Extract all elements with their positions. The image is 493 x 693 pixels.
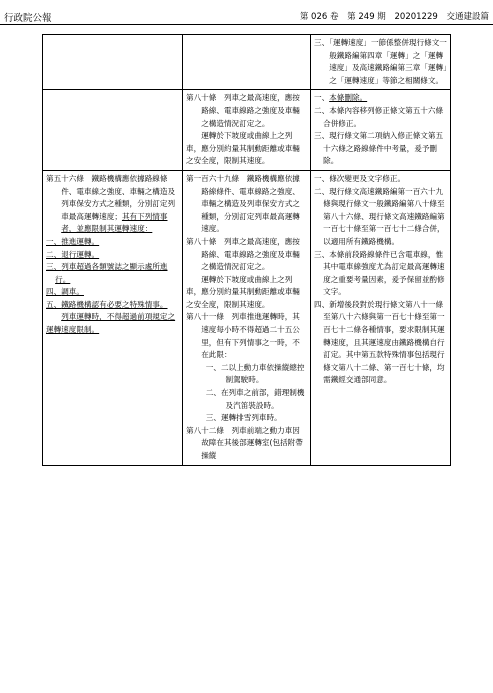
- issue-info: [294, 10, 489, 22]
- revised-text-cell: [43, 35, 183, 90]
- explanation-cell: [311, 90, 451, 171]
- explanation-item: 三、本條前段路線條件已含電車線，惟其中電車線強度尤為訂定最高運轉速度之重要考量因素，爰予保留並酌修文字。: [314, 249, 445, 297]
- article-paragraph: 列車運轉時，不得超過前項規定之運轉速度限制。: [46, 312, 176, 335]
- explanation-cell: [311, 170, 451, 465]
- current-text-cell: [183, 170, 311, 465]
- article-item: 三、列車超過各類號誌之顯示處所進行。: [46, 262, 168, 284]
- current-text-cell: [183, 90, 311, 171]
- table-row: [43, 90, 451, 171]
- article-paragraph: 第八十條 列車之最高速度，應按路線、電車線路之強度及車輛之構造情況訂定之。: [186, 93, 300, 128]
- explanation-item: 四、新增後段對於現行條文第八十一條至第八十六條與第一百七十條至第一百七十二條各種情事，要求限制其運轉速度，且其運速度由鐵路機構自行訂定。其中第五款特殊情事包括現行條文第八十二條、第一百七十條，均需鐵經交通部同意。: [314, 299, 445, 385]
- explanation-item: 二、現行條文高速鐵路編第一百六十九條與現行條文一般鐵路編第八十條至第八十六條、現行條文高速鐵路編第一百七十條至第一百七十二條合併，以適用所有鐵路機構。: [314, 186, 445, 246]
- article-item: 三、運轉排雪列車時。: [205, 413, 282, 423]
- article-item: 五、鐵路機構認有必要之特殊情事。: [46, 299, 168, 309]
- publication-name: 行政院公報: [4, 13, 52, 24]
- article-paragraph: 運轉於下坡度或曲線上之列車，應分別約量其制動距離或車輛之安全度，限制其速度。: [186, 274, 300, 309]
- gazette-header: [0, 0, 493, 26]
- issue-date: 20201229: [394, 12, 438, 22]
- amendment-comparison-table: [42, 34, 451, 466]
- revised-text-cell: [43, 90, 183, 171]
- article-paragraph: 第八十條 列車之最高速度，應按路線、電車線路之強度及車輛之構造情況訂定之。: [186, 236, 300, 272]
- section-name: 交通建設篇: [446, 12, 489, 22]
- explanation-paragraph: 三、「運轉速度」一節係整併現行條文一般鐵路編第四章「運轉」之「運轉速度」及高速鐵路編第三章「運轉」之「運轉速度」等節之相關條文。: [314, 38, 447, 85]
- article-item: 四、調車。: [46, 287, 84, 297]
- header-rule: [0, 24, 493, 25]
- article-paragraph: 第八十一條 列車推進運轉時，其速度每小時不得超過二十五公里，但有下列情事之一時，不在此限：: [186, 312, 300, 360]
- explanation-item: 一、本條刪除。: [314, 93, 368, 103]
- explanation-item: 三、現行條文第二項納入修正條文第五十六條之路線條件中考量，爰予刪除。: [314, 131, 444, 166]
- volume-number: 第 026 卷: [299, 12, 339, 22]
- article-item: 二、在列車之前部，錯理制機及汽笛裝設時。: [205, 388, 305, 410]
- explanation-item: 一、條次變更及文字修正。: [314, 173, 406, 183]
- explanation-cell: [311, 35, 451, 90]
- article-paragraph: 第五十六條 鐵路機構應依據路線條件、電車線之強度、車輛之構造及列車保安方式之種類，分別訂定列車最高運轉速度；其有下列情事者，並應限制其運轉速度：: [46, 173, 176, 234]
- issue-number: 第 249 期: [347, 12, 386, 22]
- article-paragraph: 運轉於下坡度或曲線上之列車，應分別約量其制動距離或車輛之安全度，限制其速度。: [186, 131, 300, 166]
- article-paragraph: 第一百六十九條 鐵路機構應依據路線條件、電車線路之強度、車輛之構造及列車保安方式之種類，分別訂定列車最高運轉速度。: [186, 173, 300, 234]
- explanation-item: 二、本條內容移列修正條文第五十六條合併修正。: [314, 105, 444, 128]
- current-text-cell: [183, 35, 311, 90]
- table-row: [43, 35, 451, 90]
- article-item: 一、二以上動力車依操縱總控制駕駛時。: [205, 362, 305, 385]
- article-paragraph: 第八十二條 列車前端之動力車因故障在其後部運轉室(包括附帶操縱: [186, 425, 303, 460]
- article-item: 二、退行運轉。: [46, 249, 100, 259]
- table-row: [43, 170, 451, 465]
- revised-text-cell: [43, 170, 183, 465]
- article-item: 一、推進運轉。: [46, 236, 100, 246]
